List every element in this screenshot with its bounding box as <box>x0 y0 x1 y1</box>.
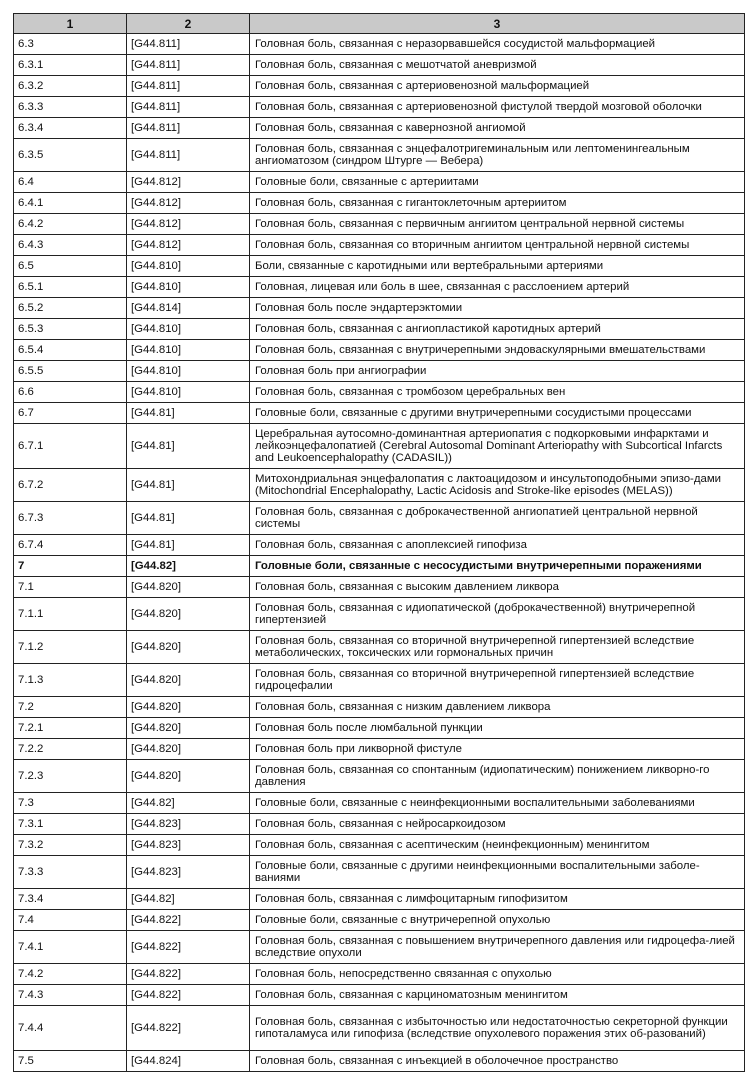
table-row <box>14 502 745 535</box>
row-number: 6.7.3 <box>14 502 127 535</box>
table-row <box>14 889 745 910</box>
header-col-3: 3 <box>250 14 745 34</box>
row-number: 7.3.1 <box>14 814 127 835</box>
row-number: 7.2.1 <box>14 718 127 739</box>
row-code: [G44.810] <box>127 340 250 361</box>
row-description: Головная боль, связанная с первичным ангиитом центральной нервной системы <box>250 214 745 235</box>
row-number: 6.7.2 <box>14 469 127 502</box>
row-code: [G44.82] <box>127 556 250 577</box>
row-number: 6.3.1 <box>14 55 127 76</box>
table-row <box>14 319 745 340</box>
row-number: 7.3.2 <box>14 835 127 856</box>
table-row <box>14 718 745 739</box>
row-code: [G44.812] <box>127 214 250 235</box>
table-header-row <box>14 14 745 34</box>
row-description: Головная боль, связанная со вторичным ангиитом центральной нервной системы <box>250 235 745 256</box>
row-code: [G44.820] <box>127 718 250 739</box>
row-code: [G44.820] <box>127 577 250 598</box>
row-code: [G44.812] <box>127 172 250 193</box>
table-row <box>14 214 745 235</box>
row-description: Головная боль, связанная с нейросаркоидозом <box>250 814 745 835</box>
row-code: [G44.824] <box>127 1051 250 1072</box>
row-description: Головная боль, связанная с идиопатической (доброкачественной) внутричерепной гипертензией <box>250 598 745 631</box>
row-number: 7.1.1 <box>14 598 127 631</box>
table-row <box>14 1006 745 1051</box>
row-number: 7.5 <box>14 1051 127 1072</box>
table-row <box>14 793 745 814</box>
table-row <box>14 697 745 718</box>
row-number: 7.2.3 <box>14 760 127 793</box>
table-row <box>14 1051 745 1072</box>
row-number: 7.1.3 <box>14 664 127 697</box>
row-code: [G44.81] <box>127 535 250 556</box>
row-code: [G44.811] <box>127 55 250 76</box>
row-number: 7.4.4 <box>14 1006 127 1051</box>
row-code: [G44.820] <box>127 598 250 631</box>
table-body <box>14 34 745 1072</box>
row-code: [G44.822] <box>127 964 250 985</box>
row-description: Головная боль, связанная со вторичной внутричерепной гипертензией вследствие метаболических, токсических или гормональных причин <box>250 631 745 664</box>
table-row <box>14 97 745 118</box>
table-row <box>14 340 745 361</box>
row-code: [G44.822] <box>127 931 250 964</box>
table-row <box>14 235 745 256</box>
row-code: [G44.820] <box>127 760 250 793</box>
table-row <box>14 277 745 298</box>
row-number: 7.2 <box>14 697 127 718</box>
table-row <box>14 856 745 889</box>
row-code: [G44.812] <box>127 235 250 256</box>
row-number: 6.5.1 <box>14 277 127 298</box>
row-number: 6.5.4 <box>14 340 127 361</box>
row-number: 7.4.3 <box>14 985 127 1006</box>
row-number: 7.1.2 <box>14 631 127 664</box>
table-row <box>14 139 745 172</box>
row-description: Головная боль, связанная со вторичной внутричерепной гипертензией вследствие гидроцефалии <box>250 664 745 697</box>
row-number: 6.4.2 <box>14 214 127 235</box>
row-description: Головная боль, связанная с высоким давлением ликвора <box>250 577 745 598</box>
row-code: [G44.820] <box>127 664 250 697</box>
row-code: [G44.81] <box>127 424 250 469</box>
table-row <box>14 985 745 1006</box>
row-number: 7 <box>14 556 127 577</box>
row-description: Головная боль, связанная с внутричерепными эндоваскулярными вмешательствами <box>250 340 745 361</box>
row-description: Церебральная аутосомно-доминантная артериопатия с подкорковыми инфарктами и лейкоэнцефалопатией (Cerebral Autosomal Dominant Arteriopathy with Subcortical Infarcts and Leukoencephalopathy (CADASIL)) <box>250 424 745 469</box>
row-description: Головная боль, связанная с апоплексией гипофиза <box>250 535 745 556</box>
row-number: 7.3.4 <box>14 889 127 910</box>
row-description: Головные боли, связанные с неинфекционными воспалительными заболеваниями <box>250 793 745 814</box>
row-number: 7.3 <box>14 793 127 814</box>
row-description: Головная боль, связанная с ангиопластикой каротидных артерий <box>250 319 745 340</box>
row-number: 6.3.2 <box>14 76 127 97</box>
table-row <box>14 598 745 631</box>
row-code: [G44.810] <box>127 382 250 403</box>
row-description: Головные боли, связанные с артериитами <box>250 172 745 193</box>
table-row <box>14 964 745 985</box>
row-code: [G44.811] <box>127 34 250 55</box>
row-code: [G44.81] <box>127 502 250 535</box>
row-description: Головная боль после эндартерэктомии <box>250 298 745 319</box>
row-number: 7.4.1 <box>14 931 127 964</box>
table-row <box>14 910 745 931</box>
row-number: 6.4.1 <box>14 193 127 214</box>
row-code: [G44.823] <box>127 856 250 889</box>
table-row <box>14 55 745 76</box>
table-row <box>14 556 745 577</box>
row-code: [G44.810] <box>127 256 250 277</box>
row-number: 6.5.5 <box>14 361 127 382</box>
row-code: [G44.811] <box>127 76 250 97</box>
row-code: [G44.82] <box>127 793 250 814</box>
row-code: [G44.822] <box>127 910 250 931</box>
classification-table <box>13 13 745 1072</box>
row-description: Головная боль, связанная с повышением внутричерепного давления или гидроцефа-лией вследствие опухоли <box>250 931 745 964</box>
table-row <box>14 664 745 697</box>
row-number: 6.7.4 <box>14 535 127 556</box>
row-code: [G44.81] <box>127 469 250 502</box>
row-code: [G44.823] <box>127 835 250 856</box>
row-description: Головная боль, связанная с мешотчатой аневризмой <box>250 55 745 76</box>
row-number: 7.4.2 <box>14 964 127 985</box>
row-number: 6.6 <box>14 382 127 403</box>
row-description: Головная боль, связанная с асептическим (неинфекционным) менингитом <box>250 835 745 856</box>
table-row <box>14 76 745 97</box>
row-code: [G44.820] <box>127 631 250 664</box>
row-description: Боли, связанные с каротидными или вертебральными артериями <box>250 256 745 277</box>
table-row <box>14 535 745 556</box>
row-description: Головные боли, связанные с другими внутричерепными сосудистыми процессами <box>250 403 745 424</box>
row-number: 7.4 <box>14 910 127 931</box>
table-row <box>14 298 745 319</box>
table-row <box>14 256 745 277</box>
row-code: [G44.822] <box>127 1006 250 1051</box>
row-code: [G44.822] <box>127 985 250 1006</box>
row-code: [G44.812] <box>127 193 250 214</box>
row-description: Головные боли, связанные с внутричерепной опухолью <box>250 910 745 931</box>
row-description: Головные боли, связанные с несосудистыми внутричерепными поражениями <box>250 556 745 577</box>
row-code: [G44.810] <box>127 361 250 382</box>
row-code: [G44.810] <box>127 319 250 340</box>
row-number: 6.3.5 <box>14 139 127 172</box>
table-row <box>14 739 745 760</box>
row-code: [G44.81] <box>127 403 250 424</box>
row-description: Головная, лицевая или боль в шее, связанная с расслоением артерий <box>250 277 745 298</box>
row-description: Головная боль, связанная со спонтанным (идиопатическим) понижением ликворно-го давления <box>250 760 745 793</box>
table-row <box>14 814 745 835</box>
row-code: [G44.820] <box>127 739 250 760</box>
row-code: [G44.82] <box>127 889 250 910</box>
table-row <box>14 424 745 469</box>
header-col-1: 1 <box>14 14 127 34</box>
table-row <box>14 835 745 856</box>
table-row <box>14 34 745 55</box>
table-row <box>14 382 745 403</box>
row-code: [G44.823] <box>127 814 250 835</box>
document-page <box>13 13 744 1072</box>
row-description: Головная боль, связанная с неразорвавшейся сосудистой мальформацией <box>250 34 745 55</box>
row-number: 7.2.2 <box>14 739 127 760</box>
row-description: Головная боль, связанная с кавернозной ангиомой <box>250 118 745 139</box>
row-number: 6.5.2 <box>14 298 127 319</box>
row-number: 6.7.1 <box>14 424 127 469</box>
row-description: Головная боль, связанная с низким давлением ликвора <box>250 697 745 718</box>
row-description: Головная боль, связанная с энцефалотригеминальным или лептоменингеальным ангиоматозом (синдром Штурге — Вебера) <box>250 139 745 172</box>
table-row <box>14 469 745 502</box>
table-row <box>14 631 745 664</box>
table-row <box>14 760 745 793</box>
row-description: Головная боль, непосредственно связанная с опухолью <box>250 964 745 985</box>
table-row <box>14 403 745 424</box>
table-row <box>14 118 745 139</box>
row-number: 6.4.3 <box>14 235 127 256</box>
table-row <box>14 361 745 382</box>
row-description: Головная боль, связанная с артериовенозной фистулой твердой мозговой оболочки <box>250 97 745 118</box>
row-description: Головная боль, связанная с карциноматозным менингитом <box>250 985 745 1006</box>
row-description: Головная боль, связанная с лимфоцитарным гипофизитом <box>250 889 745 910</box>
row-description: Головная боль, связанная с инъекцией в оболочечное пространство <box>250 1051 745 1072</box>
row-number: 6.7 <box>14 403 127 424</box>
row-description: Головная боль, связанная с избыточностью или недостаточностью секреторной функции гипоталамуса или гипофиза (вследствие опухолевого поражения этих об-разований) <box>250 1006 745 1051</box>
row-number: 6.3.4 <box>14 118 127 139</box>
row-description: Головная боль, связанная с артериовенозной мальформацией <box>250 76 745 97</box>
row-code: [G44.810] <box>127 277 250 298</box>
row-description: Головная боль после люмбальной пункции <box>250 718 745 739</box>
row-number: 6.3.3 <box>14 97 127 118</box>
row-description: Головные боли, связанные с другими неинфекционными воспалительными заболе-ваниями <box>250 856 745 889</box>
row-code: [G44.811] <box>127 118 250 139</box>
row-description: Головная боль, связанная с тромбозом церебральных вен <box>250 382 745 403</box>
row-code: [G44.811] <box>127 139 250 172</box>
header-col-2: 2 <box>127 14 250 34</box>
row-description: Головная боль, связанная с доброкачественной ангиопатией центральной нервной системы <box>250 502 745 535</box>
row-number: 7.3.3 <box>14 856 127 889</box>
table-row <box>14 577 745 598</box>
row-code: [G44.811] <box>127 97 250 118</box>
row-number: 6.3 <box>14 34 127 55</box>
row-number: 6.4 <box>14 172 127 193</box>
row-code: [G44.820] <box>127 697 250 718</box>
row-number: 6.5 <box>14 256 127 277</box>
row-code: [G44.814] <box>127 298 250 319</box>
table-row <box>14 931 745 964</box>
row-number: 6.5.3 <box>14 319 127 340</box>
row-number: 7.1 <box>14 577 127 598</box>
row-description: Головная боль при ликворной фистуле <box>250 739 745 760</box>
row-description: Головная боль при ангиографии <box>250 361 745 382</box>
row-description: Головная боль, связанная с гигантоклеточным артериитом <box>250 193 745 214</box>
table-row <box>14 172 745 193</box>
row-description: Митохондриальная энцефалопатия с лактоацидозом и инсультоподобными эпизо-дами (Mitochondrial Encephalopathy, Lactic Acidosis and Stroke-like episodes (MELAS)) <box>250 469 745 502</box>
table-row <box>14 193 745 214</box>
